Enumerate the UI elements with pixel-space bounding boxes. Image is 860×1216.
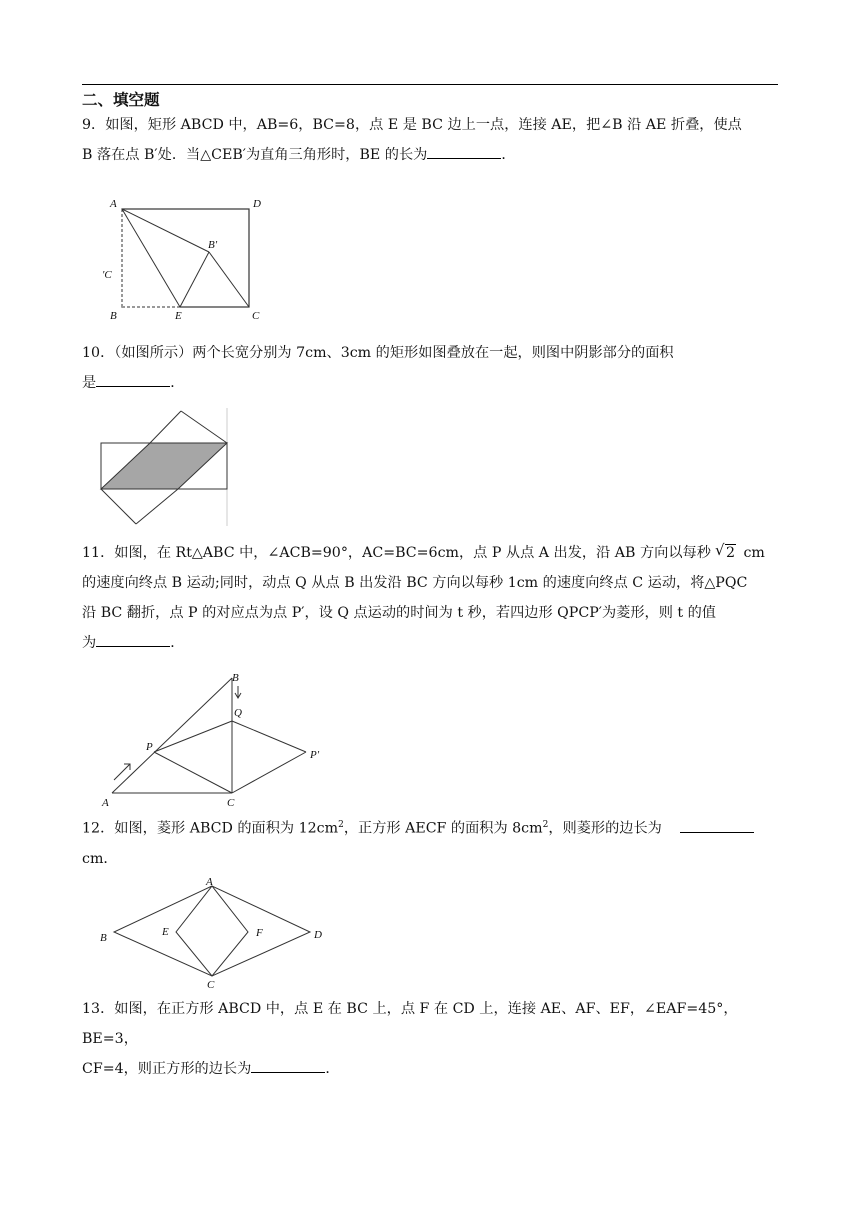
q11-line2: 的速度向终点 B 运动;同时，动点 Q 从点 B 出发沿 BC 方向以每秒 1cm 的速度向终点 C 运动，将△PQC xyxy=(82,575,748,591)
q11-label-p: P xyxy=(146,741,153,753)
q11-cp-prime-line xyxy=(232,752,306,793)
q11-pq-line xyxy=(154,721,232,752)
q12-label-e: E xyxy=(162,926,169,938)
figure-q12 xyxy=(96,872,336,990)
question-9 xyxy=(82,110,782,170)
q11-pc-line xyxy=(154,752,232,793)
q11-label-a: A xyxy=(102,797,109,809)
header-rule xyxy=(82,84,778,85)
q12-answer-blank[interactable] xyxy=(680,818,754,833)
q9-rectangle xyxy=(122,209,249,307)
q9-line2a: B 落在点 B′处．当△CEB′为直角三角形时，BE 的长为 xyxy=(82,147,428,163)
q11-line1b: cm xyxy=(743,545,765,561)
q11-ab-line xyxy=(112,678,232,793)
question-11 xyxy=(82,538,782,658)
q11-label-b: B xyxy=(232,672,239,684)
q12-sup-2: 2 xyxy=(542,820,549,830)
q10-tilted-edge-3 xyxy=(101,489,136,524)
q12-number: 12 xyxy=(82,820,101,837)
q10-shaded-region xyxy=(101,443,227,489)
q11-answer-blank[interactable] xyxy=(96,632,170,647)
q12-text-d: cm． xyxy=(82,850,118,867)
q10-number: 10 xyxy=(82,345,101,361)
q12-label-f: F xyxy=(256,927,263,939)
q9-b-prime-c-line xyxy=(209,252,249,307)
q11-sqrt-radicand: 2 xyxy=(725,545,735,561)
q11-line1a: ．如图，在 Rt△ABC 中，∠ACB=90°，AC=BC=6cm，点 P 从点 A 出发，沿 AB 方向以每秒 xyxy=(100,545,711,561)
q10-line2a: 是 xyxy=(82,375,97,391)
q10-tilted-edge-2 xyxy=(181,411,227,443)
section-heading: 二、填空题 xyxy=(82,91,160,109)
q9-label-e: E xyxy=(175,310,182,322)
figure-q11 xyxy=(96,668,336,810)
q12-label-c: C xyxy=(207,979,215,990)
q13-answer-blank[interactable] xyxy=(251,1058,325,1073)
q13-line2a: CF=4，则正方形的边长为 xyxy=(82,1061,252,1077)
question-12 xyxy=(82,810,782,874)
figure-q9 xyxy=(100,192,280,327)
q11-sqrt-2: √ 2 xyxy=(714,541,735,561)
q10-line2b: ． xyxy=(170,375,185,391)
q9-line2b: ． xyxy=(501,147,516,163)
q12-text-c: ，则菱形的边长为 xyxy=(548,820,662,837)
q11-line4a: 为 xyxy=(82,635,97,651)
q9-label-c-stray: 'C xyxy=(102,269,112,281)
q10-tilted-edge-1 xyxy=(150,411,181,443)
q9-label-b-prime: B' xyxy=(208,239,218,251)
q10-tilted-edge-4 xyxy=(136,489,178,524)
q11-label-q: Q xyxy=(234,707,242,719)
q9-number: 9 xyxy=(82,117,92,133)
q9-label-a: A xyxy=(110,198,117,210)
q13-line2b: ． xyxy=(325,1061,340,1077)
q11-line4b: ． xyxy=(170,635,185,651)
q11-number: 11 xyxy=(82,545,101,561)
q12-label-d: D xyxy=(314,929,322,941)
q13-line1: ．如图，在正方形 ABCD 中，点 E 在 BC 上，点 F 在 CD 上，连接 AE、AF、EF，∠EAF=45°，BE=3， xyxy=(82,1001,738,1047)
q12-text-a: ．如图，菱形 ABCD 的面积为 12cm xyxy=(100,820,339,837)
q12-label-a: A xyxy=(206,876,213,888)
q12-sup-1: 2 xyxy=(338,820,344,830)
q9-eb-prime-line xyxy=(180,252,209,307)
q10-line1: ．（如图所示）两个长宽分别为 7cm、3cm 的矩形如图叠放在一起，则图中阴影部分的面积 xyxy=(100,345,674,361)
q9-line1: ．如图，矩形 ABCD 中，AB=6，BC=8，点 E 是 BC 边上一点，连接 AE，把∠B 沿 AE 折叠，使点 xyxy=(91,117,742,133)
q12-label-b: B xyxy=(100,932,107,944)
q11-line3: 沿 BC 翻折，点 P 的对应点为点 P′，设 Q 点运动的时间为 t 秒，若四边形 QPCP′为菱形，则 t 的值 xyxy=(82,605,716,621)
figure-q10 xyxy=(98,406,232,528)
q12-square xyxy=(176,886,248,976)
q11-label-c: C xyxy=(227,797,235,809)
q9-label-b: B xyxy=(110,310,117,322)
question-13 xyxy=(82,994,782,1084)
q12-text-b: ，正方形 AECF 的面积为 8cm xyxy=(343,820,543,837)
q12-rhombus xyxy=(114,886,310,976)
q9-answer-blank[interactable] xyxy=(427,144,501,159)
q13-number: 13 xyxy=(82,1001,101,1017)
q10-answer-blank[interactable] xyxy=(96,372,170,387)
q11-qp-prime-line xyxy=(232,721,306,752)
q9-label-d: D xyxy=(253,198,261,210)
q9-label-c: C xyxy=(252,310,260,322)
question-10 xyxy=(82,338,782,398)
q11-label-p-prime: P' xyxy=(310,749,320,761)
